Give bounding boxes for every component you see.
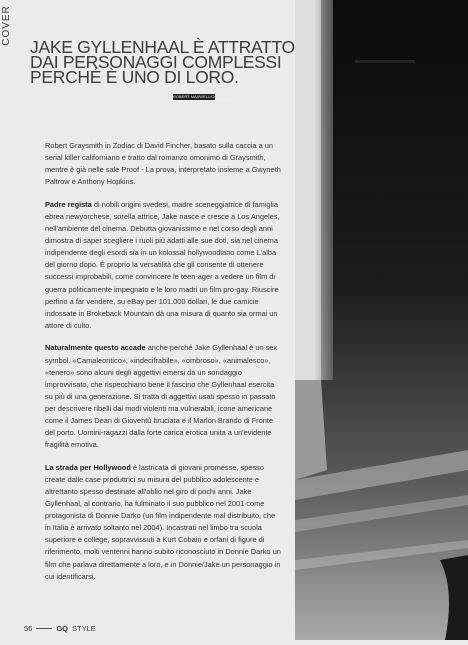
article-paragraph — [45, 342, 281, 451]
article-paragraph — [45, 462, 281, 583]
paragraph-text: è lastricata di giovani promesse, spesso create dalle case produttrici su misura del pubblico adolescente e altrettanto spesso destinate all'oblio nel giro di pochi anni. Jake Gyllenhaal, al contrario, ha fulminato il suo pubblico nel 2001 come protagonista di Donnie Darko (un film indipendente mal distribuito, che in Italia è arrivato soltanto nel 2004). Incastrati nel limbo tra scuola superiore e college, sopravvissuti a Kurt Cobain e orfani di figure di riferimento, molti ventenni hanno subito riconosciuto in Donnie Darko un film che parlava direttamente a loro, e in Donnie/Jake un personaggio in cui identificarsi. — [45, 462, 281, 581]
cover-photo — [295, 0, 468, 640]
photo-credit: ROBERT MAXWELL/CONTOUR — [173, 94, 232, 99]
brand-suffix: STYLE — [72, 624, 96, 633]
headline-line: PERCHÉ È UNO DI LORO. — [30, 67, 239, 87]
article-paragraph — [45, 199, 281, 332]
paragraph-lead: Naturalmente questo accade — [45, 343, 146, 353]
paragraph-text: di nobili origini svedesi, madre sceneggiatrice di famiglia ebrea newyorchese, sorella attrice, Jake nasce e cresce a Los Angeles, nell'ambiente del cinema. Debutta giovanissimo e nel corso degli anni dimostra di saper scegliere i ruoli più adatti alle sue doti, sia nel cinema indipendente degli esordi sia in un kolossal hollywoodiano come L'alba del giorno dopo. È proprio la versatilità che gli consente di ottenere successi improbabili, come convincere le teen-ager a vedere un film di guerra politicamente impegnato e le loro madri un film pro-gay. Riuscire perfino a far vendere, su eBay per 101.000 dollari, le due camicie indossate in Brokeback Mountain dà una misura di quanto sia ormai un attore di culto. — [45, 199, 280, 330]
paragraph-text: anche perché Jake Gyllenhaal è un sex symbol. «Camaleontico», «indecifrabile», «ombroso», «animalesco», «tenero» sono alcuni degli aggettivi emersi da un sondaggio improvvisato, che rispecchiano bene il fascino che Gyllenhaal esercita su più di una generazione. Si tratta di aggettivi usati spesso in passato per descrivere ribelli dai modi violenti ma vulnerabili, icone americane come il James Dean di Gioventù bruciata e il Marlon Brando di Fronte del porto. Uomini-ragazzi dalla forte carica erotica unita a un'evidente fragilità emotiva. — [45, 343, 278, 450]
footer-rule — [36, 628, 52, 629]
article-paragraph — [45, 140, 281, 188]
paragraph-text: Robert Graysmith in Zodiac di David Fincher, basato sulla caccia a un serial killer californiano e tratto dal romanzo omonimo di Graysmith, mentre è già nelle sale Proof - La prova, interpretato insieme a Gwyneth Paltrow e Anthony Hopkins. — [45, 141, 281, 187]
headline-line: JAKE GYLLENHAAL È ATTRATTO — [30, 37, 295, 57]
page-number: 56 — [24, 624, 33, 633]
headline — [30, 37, 295, 87]
headline-line: DAI PERSONAGGI COMPLESSI — [30, 52, 282, 72]
section-label: COVER — [0, 4, 12, 46]
article-body — [45, 140, 281, 593]
brand-logo: GQ — [56, 624, 69, 633]
paragraph-lead: La strada per Hollywood — [45, 462, 131, 472]
photo-image — [295, 0, 468, 640]
paragraph-lead: Padre regista — [45, 199, 92, 209]
page-footer — [24, 624, 96, 633]
